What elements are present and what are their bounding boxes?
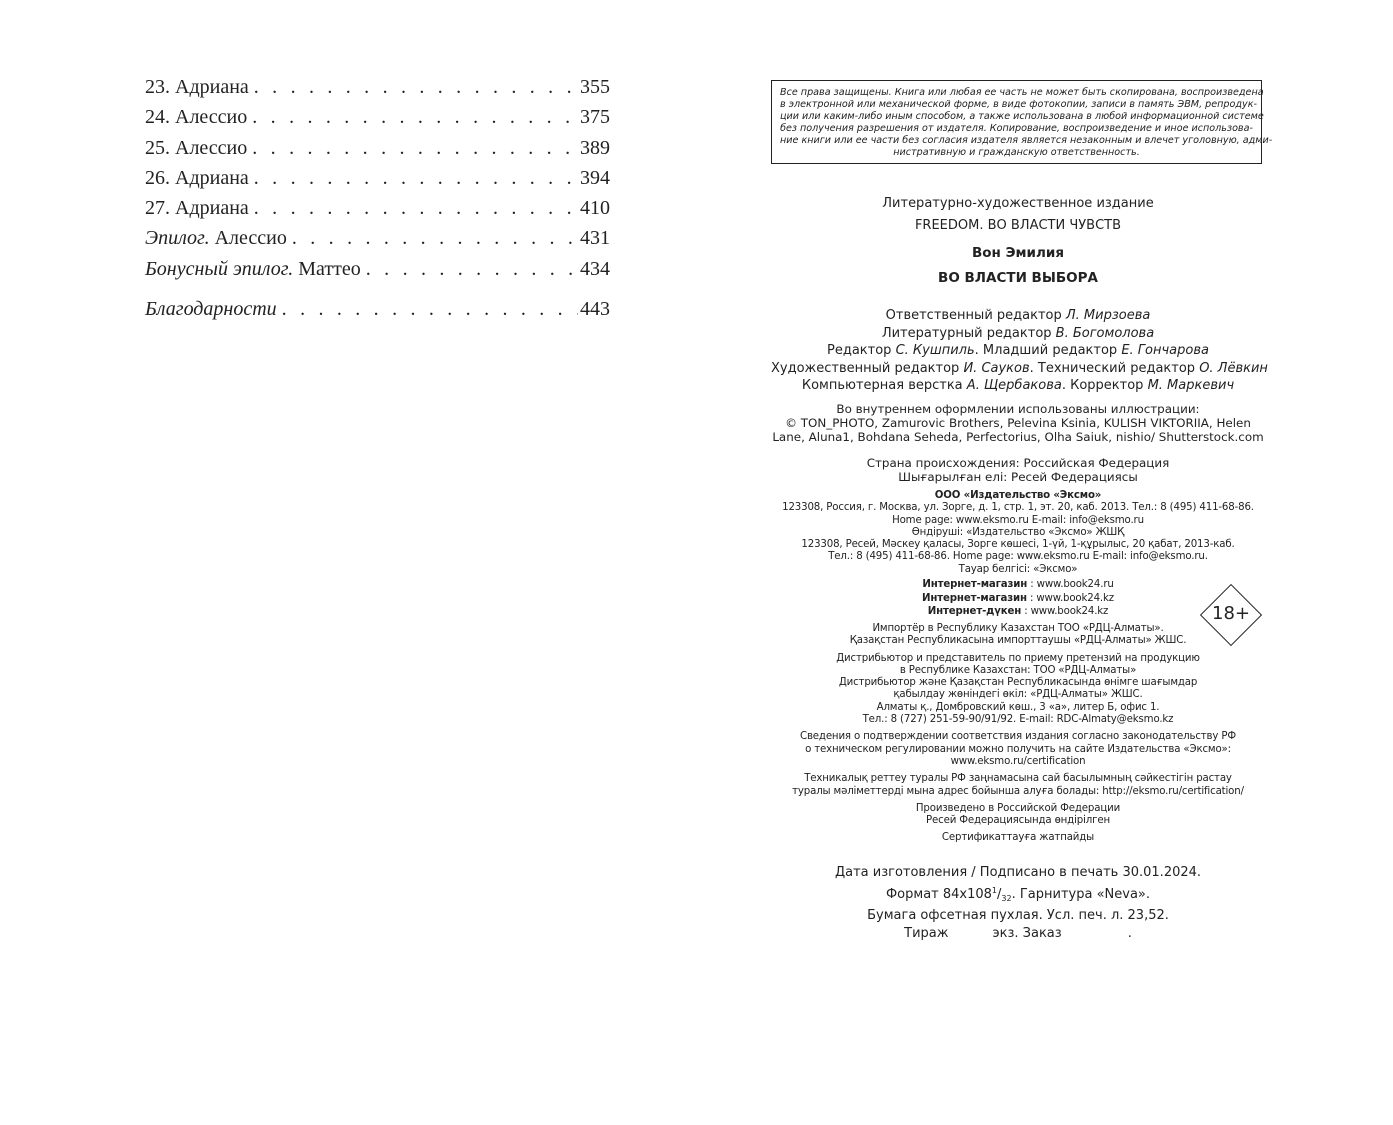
toc-title: Адриана xyxy=(175,166,249,189)
copyright-line: Все права защищены. Книга или любая ее часть не может быть скопирована, воспроизведена xyxy=(780,87,1264,98)
distributor-line: Тел.: 8 (727) 251-59-90/91/92. E-mail: RDC-Almaty@eksmo.kz xyxy=(862,714,1174,726)
toc-page-number: 375 xyxy=(580,106,610,129)
publisher-name: ООО «Издательство «Эксмо» xyxy=(934,490,1102,501)
illustrations-line: © TON_PHOTO, Zamurovic Brothers, Pelevina Ksinia, KULISH VIKTORIIA, Helen xyxy=(785,416,1251,430)
importer-line: Қазақстан Республикасына импорттаушы «РДЦ-Алматы» ЖШС. xyxy=(849,635,1187,647)
toc-title: Маттео xyxy=(298,257,361,280)
toc-title: Адриана xyxy=(175,197,249,220)
toc-row xyxy=(145,298,610,328)
toc-page-number: 394 xyxy=(580,166,610,189)
toc-page-number: 431 xyxy=(580,227,610,250)
toc-prefix: Эпилог. xyxy=(145,227,210,250)
print-format: Формат $84x108^1/_{32}$. Гарнитура «Neva». xyxy=(885,885,1150,903)
distributor-line: Алматы қ., Домбровский көш., 3 «а», литер Б, офис 1. xyxy=(876,701,1160,713)
book-title: ВО ВЛАСТИ ВЫБОРА xyxy=(938,270,1098,286)
copyright-line: ции или каким-либо иным способом, а также использована в любой информационной системе xyxy=(780,111,1264,123)
shop-line: Интернет-дүкен : www.book24.kz xyxy=(927,605,1109,617)
certification-kz-line: туралы мәліметтерді мына адрес бойынша алуға болады: http://eksmo.ru/certification/ xyxy=(792,785,1244,797)
origin-line: Страна происхождения: Российская Федерация xyxy=(866,456,1170,470)
toc-page-number: 443 xyxy=(580,298,610,321)
print-details-block xyxy=(771,864,1265,942)
toc-leader-dots xyxy=(249,197,578,220)
toc-row xyxy=(145,258,610,288)
publisher-line: Тауар белгісі: «Эксмо» xyxy=(958,563,1078,575)
series-name: FREEDOM. ВО ВЛАСТИ ЧУВСТВ xyxy=(914,218,1122,233)
toc-leader-dots xyxy=(247,137,578,160)
toc-number: 26. xyxy=(145,166,170,189)
publisher-block xyxy=(771,490,1265,845)
age-rating-badge xyxy=(1199,583,1263,647)
editor-line: Компьютерная верстка А. Щербакова. Корректор М. Маркевич xyxy=(801,378,1235,393)
importer-line: Импортёр в Республику Казахстан ТОО «РДЦ-Алматы». xyxy=(872,622,1164,634)
certification-kz-line: Техникалық реттеу туралы РФ заңнамасына сай басылымның сәйкестігін растау xyxy=(804,773,1232,785)
publisher-line: 123308, Ресей, Мәскеу қаласы, Зорге көшесі, 1-үй, 1-құрылыс, 20 қабат, 2013-каб. xyxy=(801,539,1235,551)
copyright-line: ние книги или ее части без согласия издателя является незаконным и влечет уголовную, адми- xyxy=(780,135,1273,147)
toc-number: 23. xyxy=(145,76,170,98)
toc-row xyxy=(145,227,610,257)
toc-title: Алессио xyxy=(175,136,248,159)
toc-prefix: Благодарности xyxy=(145,298,277,321)
shop-line: Интернет-магазин : www.book24.ru xyxy=(922,579,1114,591)
produced-line: Произведено в Российской Федерации xyxy=(915,802,1121,814)
toc-row xyxy=(145,137,610,167)
toc-number: 25. xyxy=(145,136,170,159)
illustrations-line: Lane, Aluna1, Bohdana Seheda, Perfectorius, Olha Saiuk, nishio/ Shutterstock.com xyxy=(772,430,1264,444)
toc-row xyxy=(145,197,610,227)
toc-row xyxy=(145,106,610,136)
editor-line: Художественный редактор И. Сауков. Технический редактор О. Лёвкин xyxy=(771,360,1268,376)
origin-line: Шығарылған елі: Ресей Федерациясы xyxy=(898,470,1138,484)
publisher-line: Home page: www.eksmo.ru E-mail: info@eksmo.ru xyxy=(892,514,1144,526)
edition-block xyxy=(771,193,1265,291)
editor-line: Ответственный редактор Л. Мирзоева xyxy=(885,308,1151,323)
certification-line: о техническом регулировании можно получить на сайте Издательства «Эксмо»: xyxy=(805,743,1231,755)
edition-type: Литературно-художественное издание xyxy=(882,196,1154,211)
print-date: Дата изготовления / Подписано в печать 30.01.2024. xyxy=(834,865,1202,880)
author-name: Вон Эмилия xyxy=(971,245,1064,261)
copyright-notice-box xyxy=(771,80,1273,164)
toc-page-number: 355 xyxy=(580,76,610,98)
not-certified-line: Сертификаттауға жатпайды xyxy=(941,832,1095,844)
toc-leader-dots xyxy=(249,167,578,190)
distributor-line: қабылдау жөніндегі өкіл: «РДЦ-Алматы» ЖШС. xyxy=(893,689,1143,701)
toc-title: Адриана xyxy=(175,76,249,98)
toc-title: Алессио xyxy=(175,106,248,129)
distributor-line: Дистрибьютор және Қазақстан Республикасында өнімге шағымдар xyxy=(838,677,1198,689)
print-paper: Бумага офсетная пухлая. Усл. печ. л. 23,52. xyxy=(867,908,1169,923)
publisher-line: Тел.: 8 (495) 411-68-86. Home page: www.eksmo.ru E-mail: info@eksmo.ru. xyxy=(828,551,1208,563)
age-rating-text: 18+ xyxy=(1212,603,1250,624)
editor-line: Редактор С. Кушпиль. Младший редактор Е. Гончарова xyxy=(827,343,1209,358)
illustrations-block xyxy=(771,402,1265,444)
toc-leader-dots xyxy=(249,76,578,99)
toc-number: 24. xyxy=(145,106,170,129)
toc-row xyxy=(145,167,610,197)
origin-block xyxy=(771,456,1265,484)
publisher-line: Өндіруші: «Издательство «Эксмо» ЖШҚ xyxy=(911,526,1125,538)
toc-prefix: Бонусный эпилог. xyxy=(145,257,294,280)
toc-leader-dots xyxy=(247,106,578,129)
distributor-line: Дистрибьютор и представитель по приему претензий на продукцию xyxy=(836,652,1200,664)
editors-block xyxy=(771,307,1268,395)
toc-row xyxy=(145,76,610,106)
publisher-line: 123308, Россия, г. Москва, ул. Зорге, д. 1, стр. 1, эт. 20, каб. 2013. Тел.: 8 (495) 411-68-86. xyxy=(782,502,1254,514)
toc-page-number: 434 xyxy=(580,257,610,280)
toc-page-number: 389 xyxy=(580,136,610,159)
toc-page-number: 410 xyxy=(580,197,610,220)
distributor-line: в Республике Казахстан: ТОО «РДЦ-Алматы» xyxy=(899,664,1137,676)
certification-line: Сведения о подтверждении соответствия издания согласно законодательству РФ xyxy=(799,731,1236,743)
print-run: Тираж экз. Заказ . xyxy=(904,925,1132,941)
produced-line: Ресей Федерациясында өндірілген xyxy=(926,815,1110,827)
editor-line: Литературный редактор В. Богомолова xyxy=(881,325,1155,341)
shop-line: Интернет-магазин : www.book24.kz xyxy=(922,593,1114,605)
illustrations-line: Во внутреннем оформлении использованы иллюстрации: xyxy=(836,402,1200,416)
copyright-line: в электронной или механической форме, в виде фотокопии, записи в память ЭВМ, репродук- xyxy=(780,99,1257,111)
toc-title: Алессио xyxy=(214,227,287,250)
certification-line: www.eksmo.ru/certification xyxy=(950,755,1086,767)
toc-number: 27. xyxy=(145,197,170,220)
copyright-line: без получения разрешения от издателя. Копирование, воспроизведение и иное использова- xyxy=(780,123,1253,135)
toc-leader-dots xyxy=(277,298,578,321)
copyright-line: нистративную и гражданскую ответственность. xyxy=(893,147,1140,159)
toc-leader-dots xyxy=(287,227,578,250)
toc-leader-dots xyxy=(361,258,578,281)
table-of-contents xyxy=(145,76,610,328)
